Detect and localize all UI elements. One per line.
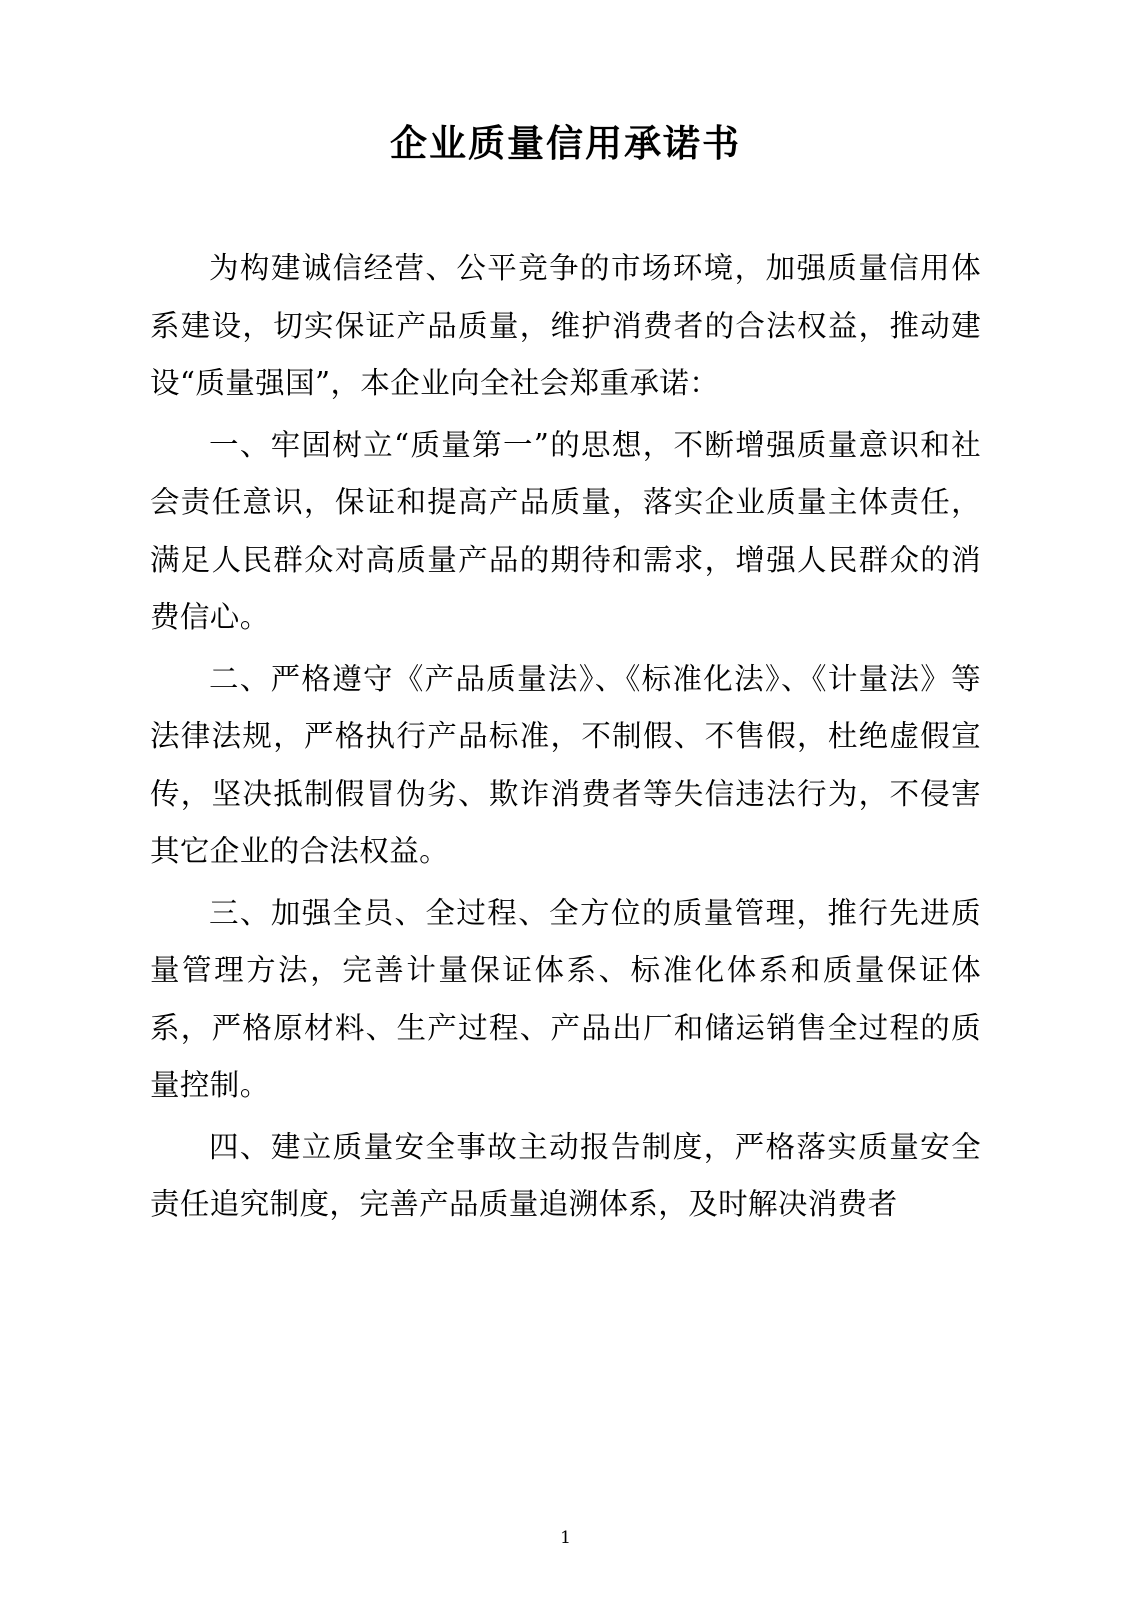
page-title: 企业质量信用承诺书 [390, 122, 741, 165]
paragraph-item-3: 三、加强全员、全过程、全方位的质量管理，推行先进质量管理方法，完善计量保证体系、标准化体系和质量保证体系，严格原材料、生产过程、产品出厂和储运销售全过程的质量控制。 [150, 895, 981, 1103]
document-body [150, 240, 981, 1234]
paragraph-item-2: 二、严格遵守《产品质量法》、《标准化法》、《计量法》等法律法规，严格执行产品标准，不制假、不售假，杜绝虚假宣传，坚决抵制假冒伪劣、欺诈消费者等失信违法行为，不侵害其它企业的合法权益。 [150, 661, 981, 869]
paragraph-item-1: 一、牢固树立“质量第一”的思想，不断增强质量意识和社会责任意识，保证和提高产品质量，落实企业质量主体责任，满足人民群众对高质量产品的期待和需求，增强人民群众的消费信心。 [150, 427, 981, 635]
page-number: 1 [560, 1528, 571, 1548]
paragraph-preamble: 为构建诚信经营、公平竞争的市场环境，加强质量信用体系建设，切实保证产品质量，维护消费者的合法权益，推动建设“质量强国”，本企业向全社会郑重承诺： [150, 251, 981, 401]
paragraph-item-4: 四、建立质量安全事故主动报告制度，严格落实质量安全责任追究制度，完善产品质量追溯体系，及时解决消费者 [150, 1129, 981, 1222]
